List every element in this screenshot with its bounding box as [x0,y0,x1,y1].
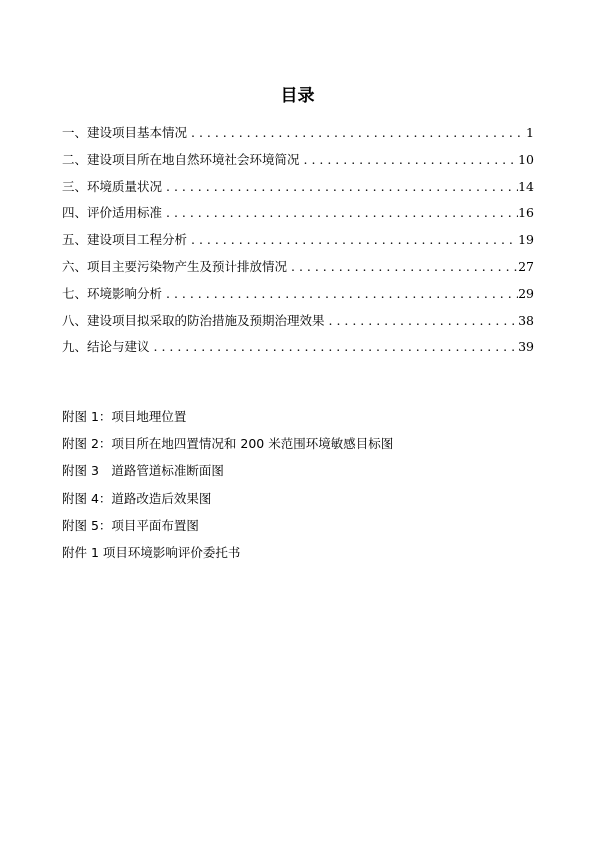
toc-dot-leader [162,281,518,308]
toc-entry-label: 九、结论与建议 [62,339,150,355]
toc-entry-7[interactable] [62,281,534,308]
toc-entry-label: 七、环境影响分析 [62,285,163,301]
toc-dot-leader [287,254,518,281]
toc-page-number: 38 [518,312,534,328]
toc-dot-leader [162,200,518,227]
table-of-contents [62,120,534,361]
toc-dot-leader [150,334,519,361]
toc-entry-3[interactable] [62,174,534,201]
toc-entry-label: 五、建设项目工程分析 [62,232,188,248]
appendix-item-5: 附图 5：项目平面布置图 [62,517,199,533]
toc-entry-label: 二、建设项目所在地自然环境社会环境简况 [62,151,300,167]
toc-entry-8[interactable] [62,308,534,335]
toc-entry-label: 八、建设项目拟采取的防治措施及预期治理效果 [62,312,325,328]
appendix-list [62,403,534,566]
toc-page-number: 27 [518,258,534,274]
toc-entry-9[interactable] [62,334,534,361]
toc-dot-leader [325,308,519,335]
toc-dot-leader [300,147,519,174]
toc-page-number: 29 [518,285,534,301]
toc-page-number: 10 [518,151,534,167]
toc-entry-1[interactable] [62,120,534,147]
toc-page-number: 19 [518,232,534,248]
toc-page-number: 16 [518,205,534,221]
toc-entry-label: 三、环境质量状况 [62,178,163,194]
appendix-item-4: 附图 4：道路改造后效果图 [62,490,212,506]
page-title: 目录 [280,86,315,106]
toc-page-number: 14 [518,178,534,194]
toc-entry-4[interactable] [62,200,534,227]
appendix-item-2: 附图 2：项目所在地四置情况和 200 米范围环境敏感目标图 [62,436,394,452]
toc-entry-5[interactable] [62,227,534,254]
appendix-item-6: 附件 1 项目环境影响评价委托书 [62,544,241,560]
toc-page-number: 1 [526,125,534,140]
toc-page-number: 39 [518,339,534,355]
toc-entry-6[interactable] [62,254,534,281]
toc-entry-label: 六、项目主要污染物产生及预计排放情况 [62,258,288,274]
toc-entry-label: 一、建设项目基本情况 [62,125,188,140]
appendix-item-3: 附图 3 道路管道标准断面图 [62,463,224,479]
appendix-item-1: 附图 1：项目地理位置 [62,409,187,424]
toc-entry-2[interactable] [62,147,534,174]
toc-dot-leader [187,120,526,147]
toc-entry-label: 四、评价适用标准 [62,205,163,221]
toc-dot-leader [187,227,518,254]
toc-dot-leader [162,174,518,201]
